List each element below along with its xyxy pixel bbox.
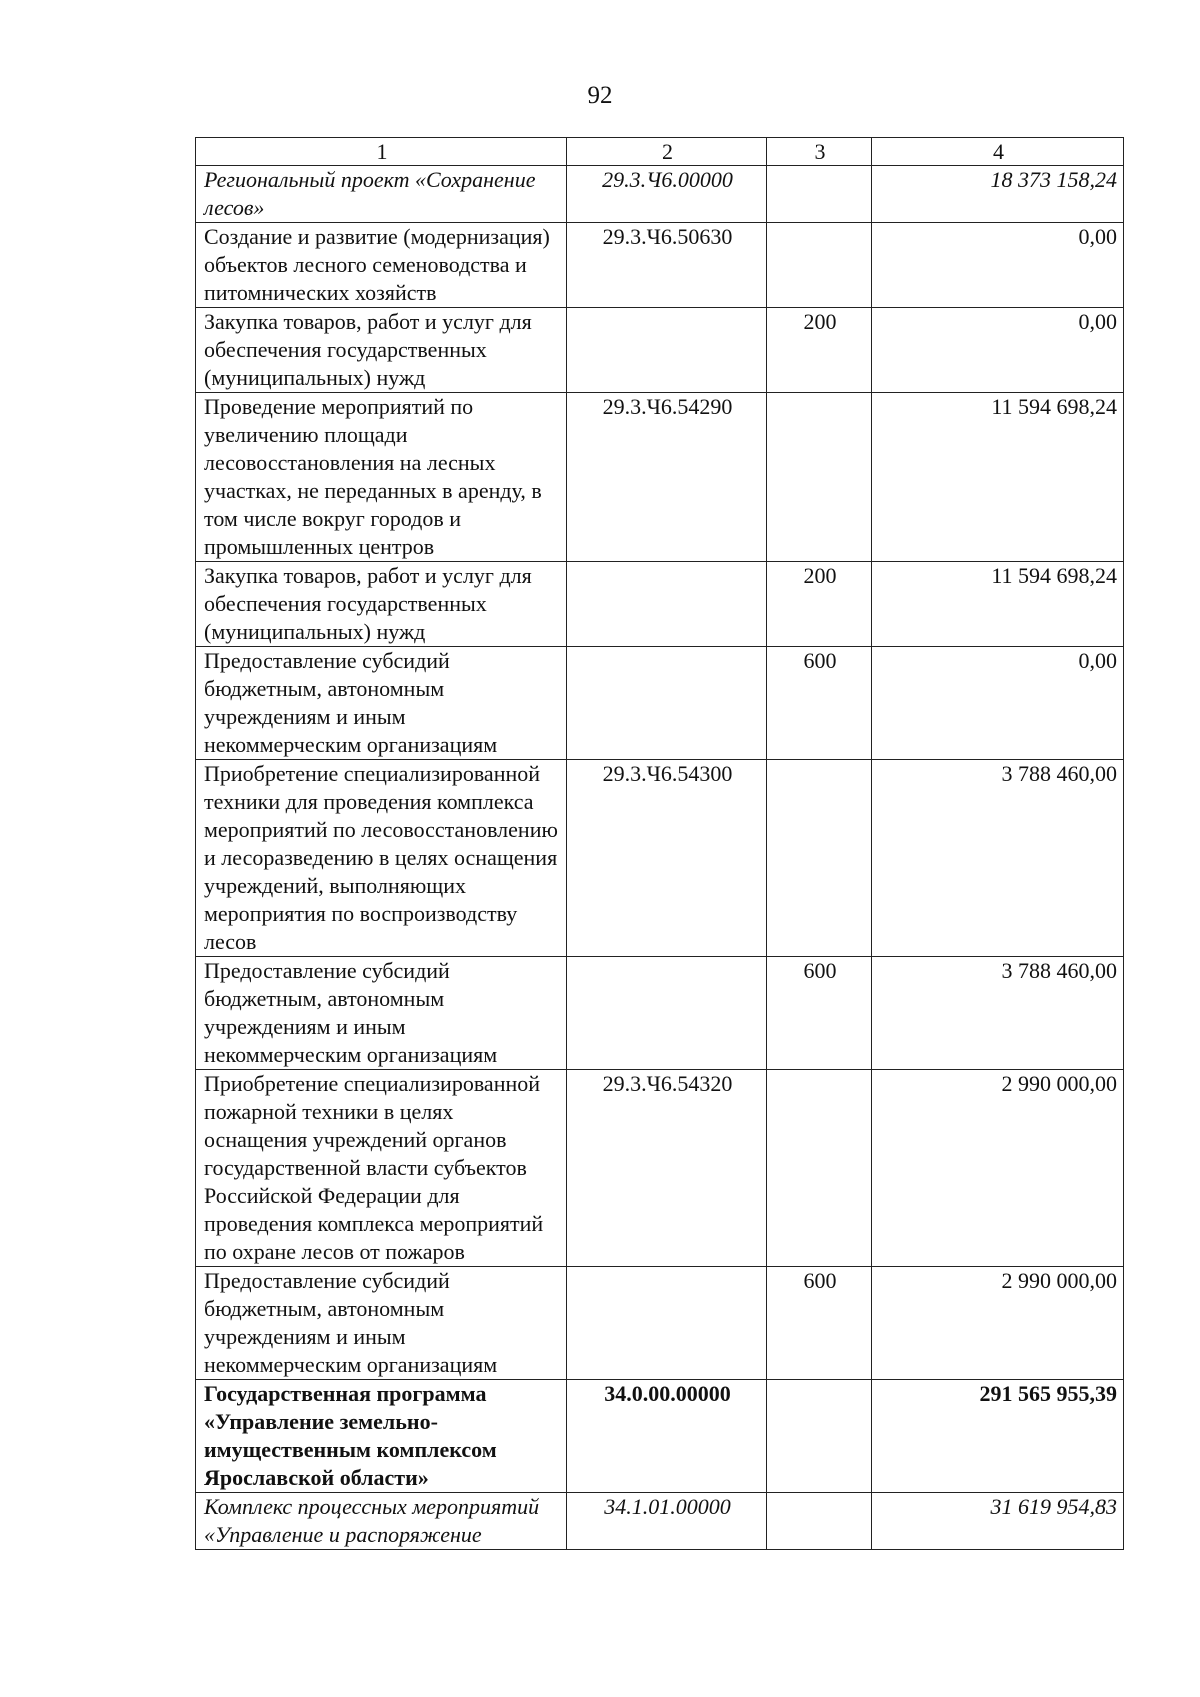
row-amount: 291 565 955,39 bbox=[872, 1380, 1124, 1493]
table-row bbox=[196, 1380, 1124, 1493]
row-expense-type bbox=[767, 1380, 872, 1493]
table-row bbox=[196, 1267, 1124, 1380]
row-name: Проведение мероприятий по увеличению площади лесовосстановления на лесных участках, не переданных в аренду, в том числе вокруг городов и промышленных центров bbox=[196, 393, 567, 562]
row-amount: 0,00 bbox=[872, 647, 1124, 760]
row-amount: 3 788 460,00 bbox=[872, 760, 1124, 957]
column-header-4: 4 bbox=[872, 138, 1124, 166]
row-code: 29.3.Ч6.00000 bbox=[567, 166, 767, 223]
row-expense-type bbox=[767, 393, 872, 562]
table-row bbox=[196, 166, 1124, 223]
row-amount: 0,00 bbox=[872, 223, 1124, 308]
row-code bbox=[567, 647, 767, 760]
row-name: Государственная программа «Управление земельно-имущественным комплексом Ярославской области» bbox=[196, 1380, 567, 1493]
row-expense-type: 200 bbox=[767, 562, 872, 647]
table-row bbox=[196, 760, 1124, 957]
row-name: Региональный проект «Сохранение лесов» bbox=[196, 166, 567, 223]
row-amount: 31 619 954,83 bbox=[872, 1493, 1124, 1550]
row-amount: 2 990 000,00 bbox=[872, 1267, 1124, 1380]
row-expense-type bbox=[767, 1070, 872, 1267]
table-row bbox=[196, 393, 1124, 562]
row-expense-type: 600 bbox=[767, 647, 872, 760]
row-code bbox=[567, 1267, 767, 1380]
row-name: Закупка товаров, работ и услуг для обеспечения государственных (муниципальных) нужд bbox=[196, 562, 567, 647]
row-expense-type bbox=[767, 223, 872, 308]
table-row bbox=[196, 223, 1124, 308]
row-code: 29.3.Ч6.54290 bbox=[567, 393, 767, 562]
row-name: Предоставление субсидий бюджетным, автономным учреждениям и иным некоммерческим организациям bbox=[196, 957, 567, 1070]
row-amount: 3 788 460,00 bbox=[872, 957, 1124, 1070]
row-code bbox=[567, 957, 767, 1070]
row-amount: 0,00 bbox=[872, 308, 1124, 393]
row-name: Приобретение специализированной пожарной техники в целях оснащения учреждений органов государственной власти субъектов Российской Федерации для проведения комплекса мероприятий по охране лесов от пожаров bbox=[196, 1070, 567, 1267]
row-expense-type bbox=[767, 166, 872, 223]
row-name: Закупка товаров, работ и услуг для обеспечения государственных (муниципальных) нужд bbox=[196, 308, 567, 393]
table-row bbox=[196, 957, 1124, 1070]
table-row bbox=[196, 1493, 1124, 1550]
column-header-1: 1 bbox=[196, 138, 567, 166]
row-code: 34.0.00.00000 bbox=[567, 1380, 767, 1493]
column-header-3: 3 bbox=[767, 138, 872, 166]
row-amount: 18 373 158,24 bbox=[872, 166, 1124, 223]
row-amount: 11 594 698,24 bbox=[872, 562, 1124, 647]
row-expense-type bbox=[767, 1493, 872, 1550]
page-number: 92 bbox=[587, 82, 613, 109]
column-header-2: 2 bbox=[567, 138, 767, 166]
table-header-row bbox=[196, 138, 1124, 166]
table-row bbox=[196, 562, 1124, 647]
row-name: Комплекс процессных мероприятий «Управление и распоряжение bbox=[196, 1493, 567, 1550]
table-row bbox=[196, 647, 1124, 760]
row-amount: 2 990 000,00 bbox=[872, 1070, 1124, 1267]
row-expense-type: 200 bbox=[767, 308, 872, 393]
row-name: Приобретение специализированной техники для проведения комплекса мероприятий по лесовосстановлению и лесоразведению в целях оснащения учреждений, выполняющих мероприятия по воспроизводству лесов bbox=[196, 760, 567, 957]
row-code bbox=[567, 308, 767, 393]
row-expense-type: 600 bbox=[767, 1267, 872, 1380]
row-name: Предоставление субсидий бюджетным, автономным учреждениям и иным некоммерческим организациям bbox=[196, 1267, 567, 1380]
row-code bbox=[567, 562, 767, 647]
row-name: Создание и развитие (модернизация) объектов лесного семеноводства и питомнических хозяйств bbox=[196, 223, 567, 308]
row-expense-type: 600 bbox=[767, 957, 872, 1070]
table-row bbox=[196, 1070, 1124, 1267]
row-amount: 11 594 698,24 bbox=[872, 393, 1124, 562]
row-code: 29.3.Ч6.50630 bbox=[567, 223, 767, 308]
row-expense-type bbox=[767, 760, 872, 957]
row-code: 29.3.Ч6.54300 bbox=[567, 760, 767, 957]
row-name: Предоставление субсидий бюджетным, автономным учреждениям и иным некоммерческим организациям bbox=[196, 647, 567, 760]
row-code: 34.1.01.00000 bbox=[567, 1493, 767, 1550]
budget-table bbox=[195, 137, 1124, 1550]
table-row bbox=[196, 308, 1124, 393]
row-code: 29.3.Ч6.54320 bbox=[567, 1070, 767, 1267]
